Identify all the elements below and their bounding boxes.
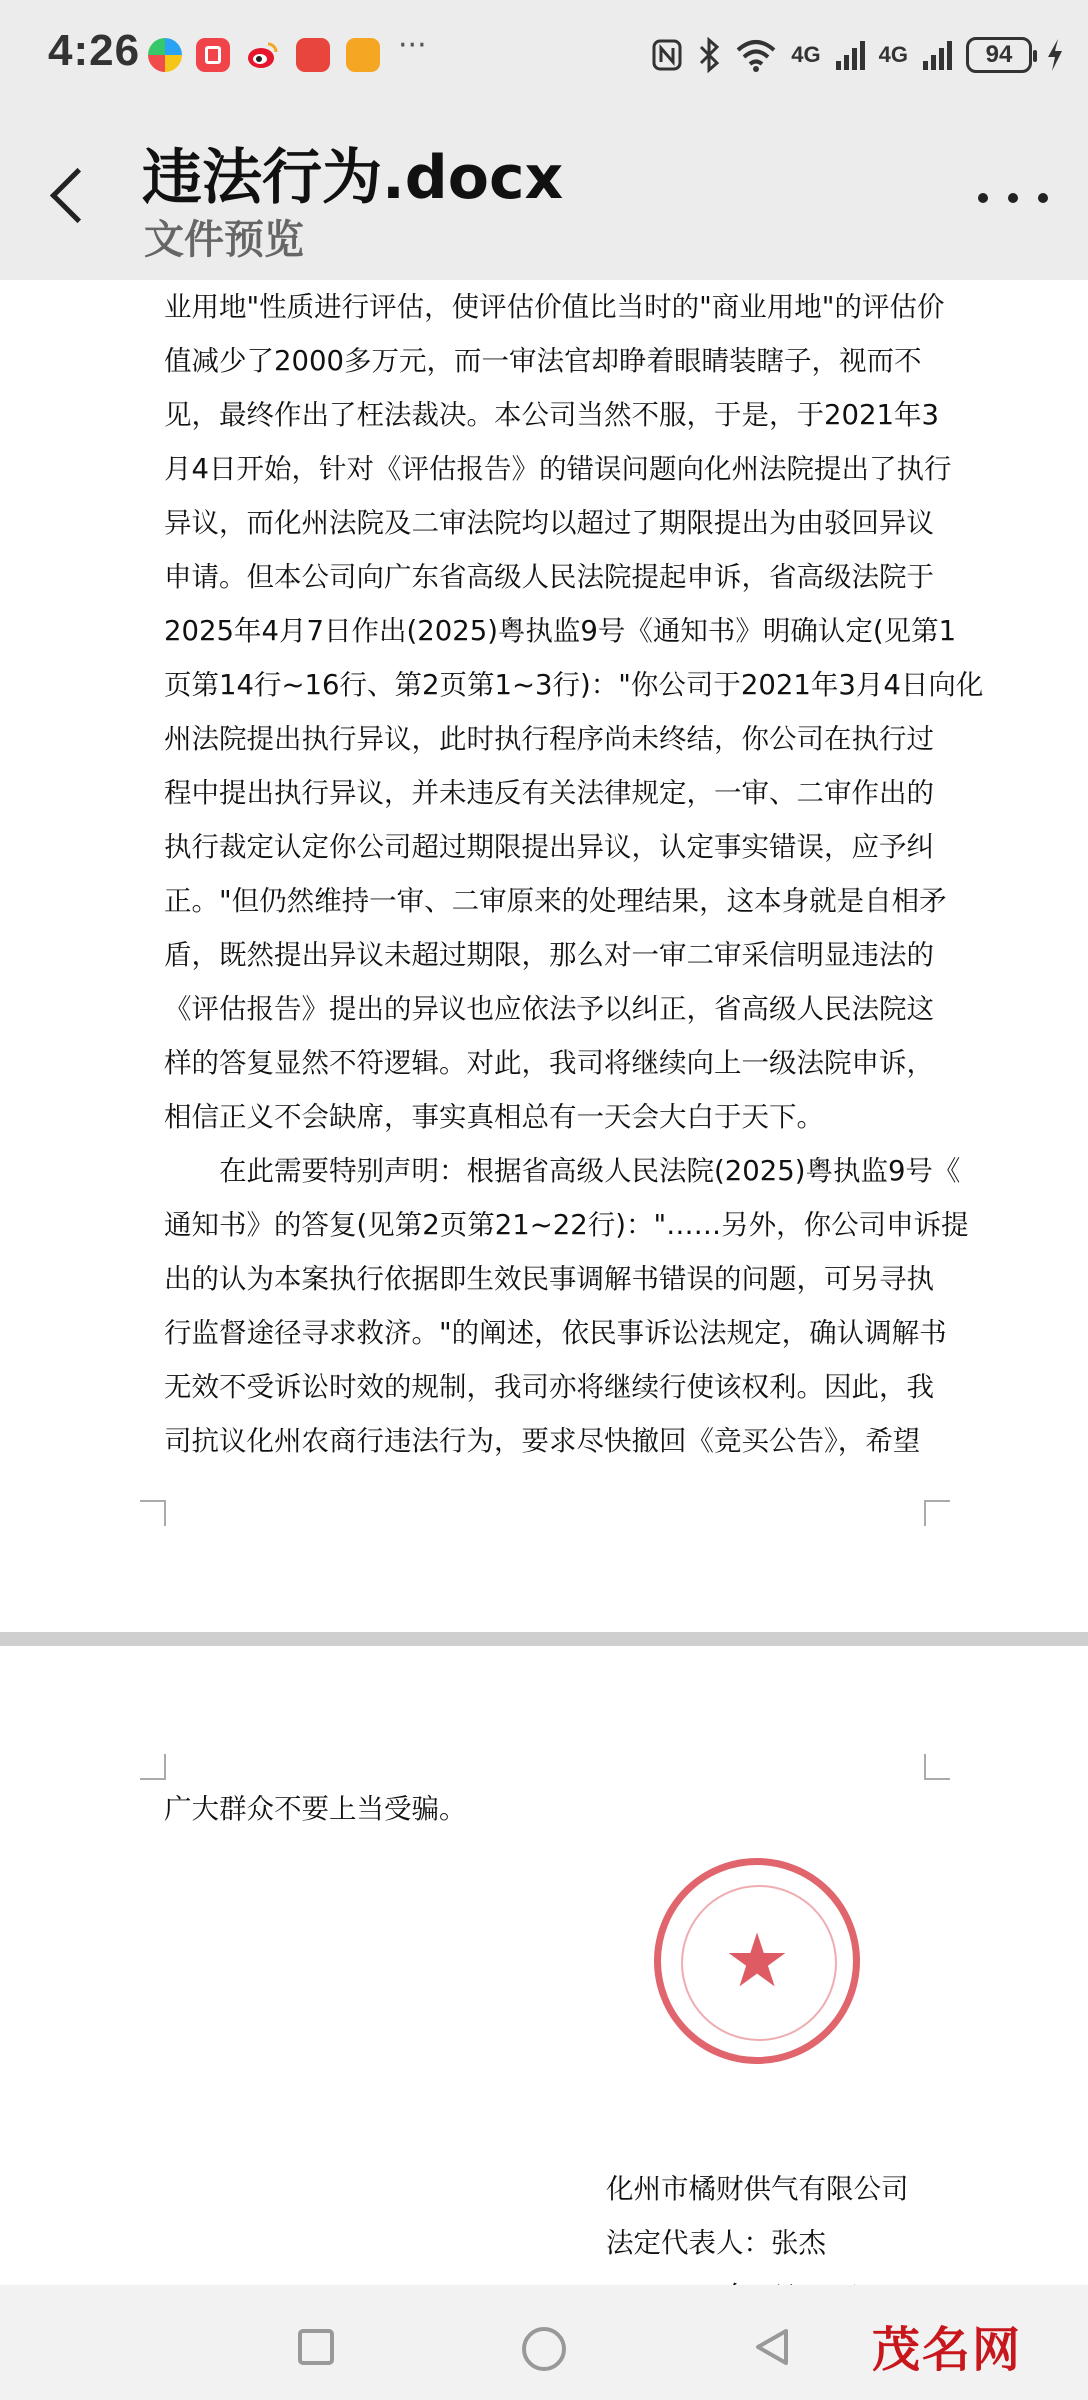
document-line: 异议，而化州法院及二审法院均以超过了期限提出为由驳回异议 bbox=[164, 507, 934, 539]
battery-indicator: 94 bbox=[966, 37, 1032, 73]
document-line: 出的认为本案执行依据即生效民事调解书错误的问题，可另寻执 bbox=[164, 1263, 934, 1295]
document-page-1-text bbox=[164, 280, 984, 1468]
document-line: 相信正义不会缺席，事实真相总有一天会大白于天下。 bbox=[164, 1101, 824, 1133]
page-title: 违法行为.docx bbox=[142, 143, 564, 213]
more-dot-icon bbox=[1008, 193, 1018, 203]
watermark-logo: 茂名网 bbox=[872, 2322, 1023, 2378]
bluetooth-icon bbox=[697, 37, 721, 73]
more-dot-icon bbox=[978, 193, 988, 203]
page-corner-mark bbox=[140, 1500, 166, 1526]
document-line: 盾，既然提出异议未超过期限，那么对一审二审采信明显违法的 bbox=[164, 939, 934, 971]
document-line: 司抗议化州农商行违法行为，要求尽快撤回《竞买公告》，希望 bbox=[164, 1425, 921, 1457]
document-line: 正。"但仍然维持一审、二审原来的处理结果，这本身就是自相矛 bbox=[164, 885, 947, 917]
status-indicators bbox=[651, 30, 1064, 80]
document-line: 程中提出执行异议，并未违反有关法律规定，一审、二审作出的 bbox=[164, 777, 934, 809]
document-line: 值减少了2000多万元，而一审法官却睁着眼睛装瞎子，视而不 bbox=[164, 345, 922, 377]
charging-icon bbox=[1046, 38, 1064, 72]
seal-star-icon: ★ bbox=[723, 1918, 791, 2004]
document-line: 样的答复显然不符逻辑。对此，我司将继续向上一级法院申诉， bbox=[164, 1047, 934, 1079]
signature-representative: 法定代表人：张杰 bbox=[606, 2227, 826, 2259]
document-preview[interactable] bbox=[0, 280, 1088, 2285]
recent-apps-button[interactable] bbox=[298, 2329, 334, 2365]
document-line: 见，最终作出了枉法裁决。本公司当然不服，于是，于2021年3 bbox=[164, 399, 939, 431]
huawei-icon bbox=[296, 38, 330, 72]
document-line: 业用地"性质进行评估，使评估价值比当时的"商业用地"的评估价 bbox=[164, 291, 945, 323]
more-notifications-icon: ··· bbox=[398, 28, 427, 63]
signature-company: 化州市橘财供气有限公司 bbox=[606, 2173, 909, 2205]
xiaohongshu-icon bbox=[196, 38, 230, 72]
document-line: 在此需要特别声明：根据省高级人民法院(2025)粤执监9号《 bbox=[164, 1155, 961, 1187]
document-line: 通知书》的答复(见第2页第21~22行)："……另外，你公司申诉提 bbox=[164, 1209, 969, 1241]
weibo-icon bbox=[246, 38, 280, 72]
document-line: 执行裁定认定你公司超过期限提出异议，认定事实错误，应予纠 bbox=[164, 831, 934, 863]
document-line: 申请。但本公司向广东省高级人民法院提起申诉，省高级法院于 bbox=[164, 561, 934, 593]
document-line: 州法院提出执行异议，此时执行程序尚未终结，你公司在执行过 bbox=[164, 723, 934, 755]
status-bar bbox=[0, 0, 1088, 112]
document-line: 无效不受诉讼时效的规制，我司亦将继续行使该权利。因此，我 bbox=[164, 1371, 934, 1403]
more-options-button[interactable] bbox=[978, 178, 1048, 218]
document-line: 页第14行~16行、第2页第1~3行)："你公司于2021年3月4日向化 bbox=[164, 669, 984, 701]
document-line: 行监督途径寻求救济。"的阐述，依民事诉讼法规定，确认调解书 bbox=[164, 1317, 947, 1349]
page-subtitle: 文件预览 bbox=[144, 217, 304, 263]
document-page-2-text: 广大群众不要上当受骗。 bbox=[164, 1793, 467, 1825]
home-button[interactable] bbox=[522, 2327, 566, 2371]
document-line: 2025年4月7日作出(2025)粤执监9号《通知书》明确认定(见第1 bbox=[164, 615, 957, 647]
company-seal bbox=[654, 1858, 860, 2064]
network-label-2: 4G bbox=[878, 42, 908, 67]
taobao-icon bbox=[346, 38, 380, 72]
page-separator bbox=[0, 1632, 1088, 1646]
app-icon bbox=[148, 38, 182, 72]
signal-icon-2 bbox=[922, 39, 952, 71]
page-corner-mark bbox=[924, 1754, 950, 1780]
back-button[interactable] bbox=[44, 162, 94, 232]
page-corner-mark bbox=[924, 1500, 950, 1526]
document-line: 《评估报告》提出的异议也应依法予以纠正，省高级人民法院这 bbox=[164, 993, 934, 1025]
app-header bbox=[0, 112, 1088, 280]
signal-icon bbox=[835, 39, 865, 71]
nfc-icon bbox=[651, 38, 683, 72]
nav-back-button[interactable] bbox=[750, 2325, 794, 2369]
status-time: 4:26 bbox=[48, 26, 141, 75]
page-corner-mark bbox=[140, 1754, 166, 1780]
more-dot-icon bbox=[1038, 193, 1048, 203]
system-navigation-bar bbox=[0, 2285, 1088, 2400]
wifi-icon bbox=[735, 38, 777, 72]
document-line: 月4日开始，针对《评估报告》的错误问题向化州法院提出了执行 bbox=[164, 453, 952, 485]
network-label-1: 4G bbox=[791, 42, 821, 67]
